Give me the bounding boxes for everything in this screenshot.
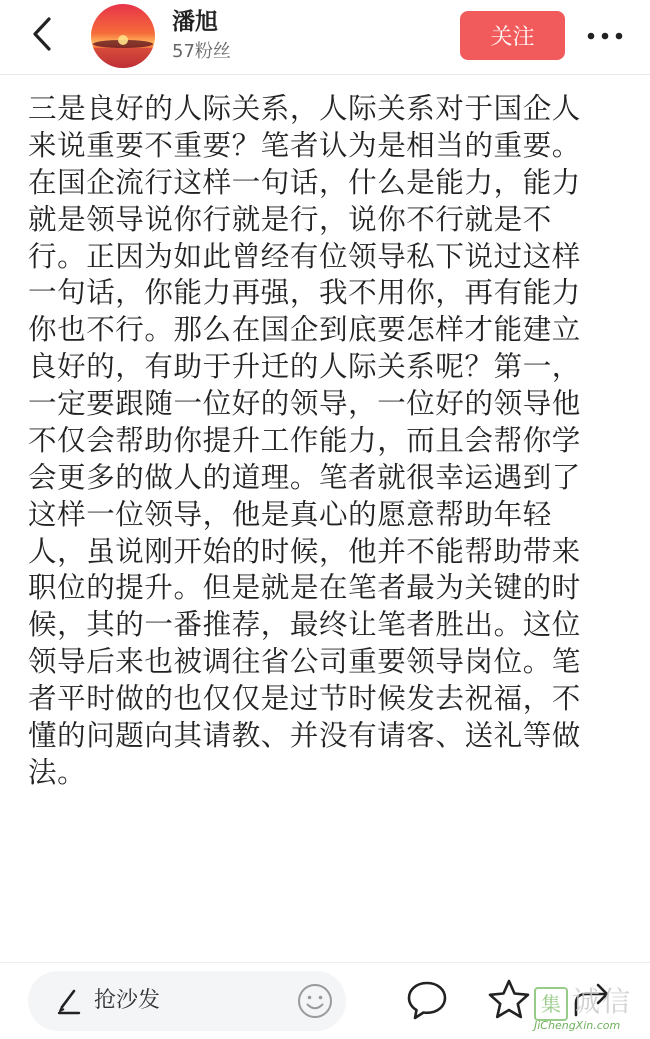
watermark-url: JiChengXin.com [534,1019,621,1032]
watermark-text: 诚信 [572,985,633,1018]
article-body [28,91,626,951]
author-name[interactable]: 潘旭 [172,9,218,35]
article-line: 这样一位领导，他是真心的愿意帮助年轻 [28,497,552,531]
article-line: 就是领导说你行就是行，说你不行就是不 [28,202,552,236]
comment-placeholder: 抢沙发 [94,988,161,1013]
pen-icon [56,987,82,1015]
article-line: 行。正因为如此曾经有位领导私下说过这样 [28,239,581,273]
article-line: 在国企流行这样一句话，什么是能力，能力 [28,165,581,199]
article-line: 一定要跟随一位好的领导，一位好的领导他 [28,387,581,420]
article-line: 三是良好的人际关系，人际关系对于国企人 [28,92,581,125]
article-line: 者平时做的也仅仅是过节时候发去祝福，不 [28,682,581,715]
article-line: 来说重要不重要？笔者认为是相当的重要。 [28,128,581,162]
article-line: 良好的，有助于升迁的人际关系呢？第一， [28,350,581,384]
article-line: 人，虽说刚开始的时候，他并不能帮助带来 [28,534,581,568]
follower-count: 57粉丝 [172,41,231,62]
comment-bubble-icon[interactable] [404,977,450,1023]
more-horizontal-icon [585,31,625,41]
star-icon[interactable] [486,977,532,1023]
article-line: 懂的问题向其请教、并没有请客、送礼等做 [28,718,581,752]
watermark-mark: 集 [534,987,568,1021]
avatar[interactable] [91,4,155,68]
article-line: 法。 [28,755,87,789]
smiley-icon[interactable] [296,982,334,1020]
chevron-left-icon [31,16,53,52]
avatar-image [91,4,155,68]
article-line: 职位的提升。但是就是在笔者最为关键的时 [28,571,581,605]
top-bar [0,0,650,75]
bottom-action-bar [0,962,650,1039]
follow-button[interactable]: 关注 [460,11,565,60]
article-line: 不仅会帮助你提升工作能力，而且会帮你学 [28,423,581,457]
article-line: 会更多的做人的道理。笔者就很幸运遇到了 [28,460,581,494]
back-button[interactable] [22,14,62,54]
more-button[interactable] [584,18,626,54]
comment-input[interactable] [28,971,346,1031]
article-line: 你也不行。那么在国企到底要怎样才能建立 [28,313,581,347]
watermark [534,985,648,1039]
article-line: 候，其的一番推荐，最终让笔者胜出。这位 [28,608,581,642]
article-line: 领导后来也被调往省公司重要领导岗位。笔 [28,645,581,679]
article-line: 一句话，你能力再强，我不用你，再有能力 [28,276,581,310]
